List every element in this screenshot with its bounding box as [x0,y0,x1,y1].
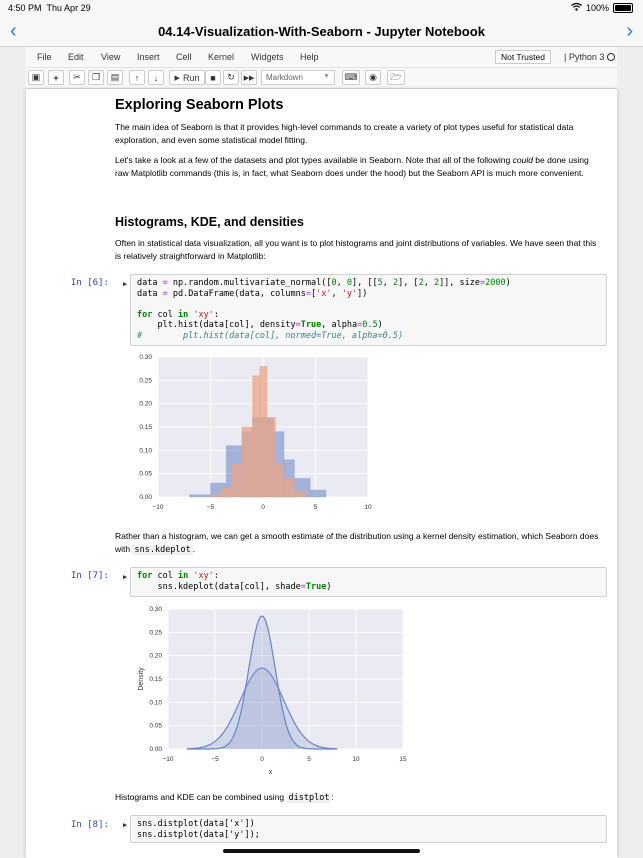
x-tick-label: −5 [211,756,219,763]
cell-prompt-6: In [6]: [71,278,109,288]
x-axis-label: x [268,769,273,776]
menu-file[interactable]: File [37,52,52,62]
back-chevron-icon[interactable]: ‹ [10,20,17,42]
intro-paragraph: The main idea of Seaborn is that it provides high-level commands to create a variety of plot types useful for statistical data exploration, and even some statistical model fitting. [115,122,574,145]
distplot-paragraph: Histograms and KDE can be combined using distplot : [115,792,334,803]
y-tick-label: 0.15 [149,676,162,683]
run-icon: ▶ [174,74,180,82]
command-palette-icon: ◉ [369,72,377,82]
histogram-bar [267,418,275,497]
save-icon: ▣ [31,72,41,82]
y-tick-label: 0.05 [139,470,152,478]
y-tick-label: 0.10 [139,447,152,455]
restart-button[interactable] [223,70,239,85]
histogram-bar [211,495,222,497]
histogram-bar [221,488,232,497]
keyboard-shortcuts-button[interactable] [342,70,360,85]
cell-prompt-8: In [8]: [71,820,109,830]
menu-cell[interactable]: Cell [176,52,192,62]
run-cell-icon[interactable]: ▶ [123,573,128,581]
folder-icon: 🗁 [390,71,402,82]
x-tick-label: −10 [162,756,174,763]
arrow-down-icon: ↓ [153,72,159,83]
x-tick-label: 15 [399,756,407,763]
arrow-up-icon: ↑ [134,72,140,83]
menu-bar [26,47,617,68]
run-cell-icon[interactable]: ▶ [123,821,128,829]
histogram-chart [130,351,380,511]
trust-indicator[interactable]: Not Trusted [495,50,551,64]
menu-edit[interactable]: Edit [68,52,84,62]
menu-kernel[interactable]: Kernel [208,52,235,62]
histogram-bar [242,427,253,497]
chevron-down-icon: ▼ [323,73,330,80]
move-up-button[interactable] [129,70,145,85]
page-title: 04.14-Visualization-With-Seaborn - Jupyter Notebook [158,24,485,39]
keyboard-icon: ⌨ [344,72,358,82]
scissors-icon: ✂ [73,72,81,82]
paste-button[interactable] [107,70,123,85]
copy-button[interactable] [88,70,104,85]
status-time: 4:50 PM Thu Apr 29 [8,3,91,13]
cell-prompt-7: In [7]: [71,571,109,581]
kernel-idle-icon [607,53,615,61]
stop-icon: ■ [210,72,216,83]
code-cell-8[interactable]: ▶ sns.distplot(data['x']) sns.distplot(data['y']); [130,815,607,843]
paste-icon: ▤ [110,72,120,82]
inline-code-kdeplot: sns.kdeplot [134,544,191,555]
kde-paragraph: Rather than a histogram, we can get a smooth estimate of the distribution using a kernel density estimation, which Seaborn does with sns.kdeplot . [115,531,599,555]
y-axis-label: Density [138,667,145,691]
x-tick-label: 5 [307,756,311,763]
section-heading: Exploring Seaborn Plots [115,97,284,113]
x-tick-label: 5 [313,504,318,511]
inline-code-distplot: distplot [288,793,330,803]
histogram-bar [253,376,260,497]
open-folder-button[interactable] [387,70,405,85]
y-tick-label: 0.20 [149,652,162,660]
status-bar [0,0,643,16]
insert-cell-button[interactable] [48,70,64,85]
y-tick-label: 0.30 [149,606,162,613]
toolbar [26,68,617,89]
x-tick-label: 0 [261,504,265,511]
cell-type-select[interactable]: Markdown ▼ [261,70,335,85]
wifi-icon [571,3,582,13]
subsection-heading: Histograms, KDE, and densities [115,215,304,229]
copy-icon: ❐ [91,72,101,82]
battery-percent: 100% [585,3,609,13]
y-tick-label: 0.00 [139,494,152,501]
run-button[interactable]: ▶ Run [169,70,205,85]
y-tick-label: 0.25 [149,629,162,637]
y-tick-label: 0.10 [149,699,162,707]
plus-icon: + [53,72,59,83]
x-tick-label: 10 [352,756,360,763]
menu-insert[interactable]: Insert [137,52,160,62]
y-tick-label: 0.30 [139,354,152,361]
forward-chevron-icon[interactable]: › [626,20,633,42]
move-down-button[interactable] [148,70,164,85]
fast-forward-icon: ▶▶ [243,74,255,82]
histogram-bar [276,464,284,497]
battery-icon [613,3,633,13]
restart-run-all-button[interactable] [241,70,257,85]
x-tick-label: 10 [364,504,372,511]
menu-view[interactable]: View [101,52,121,62]
histogram-bar [295,491,306,497]
x-tick-label: −10 [152,504,164,511]
y-tick-label: 0.15 [139,424,152,431]
y-tick-label: 0.25 [139,377,152,385]
notebook-container [26,89,617,858]
x-tick-label: −5 [206,504,215,511]
y-tick-label: 0.00 [149,746,162,753]
histogram-bar [310,490,326,497]
kernel-indicator: | Python 3 [564,52,615,62]
navigation-bar [0,16,643,47]
histogram-bar [284,478,295,497]
restart-icon: ↻ [227,72,235,82]
histogram-paragraph: Often in statistical data visualization, all you want is to plot histograms and joint distributions of variables. We have seen that this is relatively straightforward in Matplotlib: [115,238,597,261]
kde-chart [130,601,407,776]
run-cell-icon[interactable]: ▶ [123,280,128,288]
command-palette-button[interactable] [365,70,381,85]
y-tick-label: 0.20 [139,400,152,408]
home-indicator [223,849,420,853]
code-cell-6[interactable]: ▶ data = np.random.multivariate_normal([0, 0], [[5, 2], [2, 2]], size=2000) data = pd.DataFrame(data, columns=['x', 'y']) for col in 'xy': plt.hist(data[col], density=True, alpha=0.5) # plt.hist(data[col], normed=True, alpha=0.5) [130,274,607,346]
datasets-paragraph: Let's take a look at a few of the datasets and plot types available in Seaborn. Note that all of the following could be done using raw Matplotlib commands (this is, in fact, what Seaborn does under the hood) but the Seaborn API is much more convenient. [115,155,589,178]
menu-widgets[interactable]: Widgets [251,52,284,62]
histogram-bar [232,464,243,497]
y-tick-label: 0.05 [149,722,162,730]
histogram-bar [190,495,211,497]
histogram-bar [260,366,267,497]
code-cell-7[interactable]: ▶ for col in 'xy': sns.kdeplot(data[col], shade=True) [130,567,607,597]
x-tick-label: 0 [260,756,264,763]
menu-help[interactable]: Help [300,52,319,62]
stop-button[interactable] [205,70,221,85]
save-button[interactable] [28,70,44,85]
cut-button[interactable] [69,70,85,85]
